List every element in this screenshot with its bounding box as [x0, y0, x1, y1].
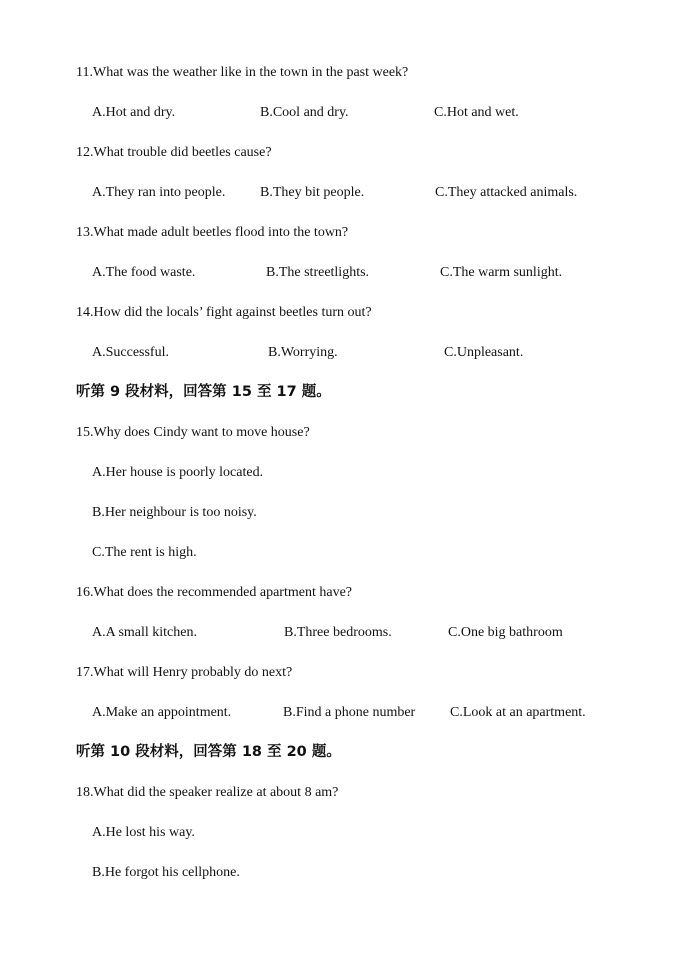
- q14-option-a: A.Successful.: [92, 345, 169, 360]
- q17-option-c: C.Look at an apartment.: [450, 705, 586, 720]
- q16-option-a: A.A small kitchen.: [92, 625, 197, 640]
- q17-option-b: B.Find a phone number: [283, 705, 416, 720]
- q13-option-a: A.The food waste.: [92, 265, 196, 280]
- question-16: 16.What does the recommended apartment have?: [76, 585, 352, 600]
- q11-option-a: A.Hot and dry.: [92, 105, 176, 120]
- q15-option-c: C.The rent is high.: [92, 545, 197, 560]
- section-heading-10: 听第 10 段材料，回答第 18 至 20 题。: [76, 744, 341, 760]
- q15-option-a: A.Her house is poorly located.: [92, 465, 264, 480]
- q16-option-c: C.One big bathroom: [448, 625, 563, 640]
- q12-option-b: B.They bit people.: [260, 185, 365, 200]
- q18-option-a: A.He lost his way.: [92, 825, 195, 840]
- q15-option-b: B.Her neighbour is too noisy.: [92, 505, 257, 520]
- q12-option-c: C.They attacked animals.: [435, 185, 578, 200]
- q14-option-b: B.Worrying.: [268, 345, 338, 360]
- q14-option-c: C.Unpleasant.: [444, 345, 524, 360]
- q13-option-b: B.The streetlights.: [266, 265, 370, 280]
- q12-option-a: A.They ran into people.: [92, 185, 226, 200]
- question-17: 17.What will Henry probably do next?: [76, 665, 293, 680]
- q11-option-b: B.Cool and dry.: [260, 105, 349, 120]
- q18-option-b: B.He forgot his cellphone.: [92, 865, 240, 880]
- q13-option-c: C.The warm sunlight.: [440, 265, 563, 280]
- q11-option-c: C.Hot and wet.: [434, 105, 519, 120]
- question-15: 15.Why does Cindy want to move house?: [76, 425, 310, 440]
- q16-option-b: B.Three bedrooms.: [284, 625, 392, 640]
- question-12: 12.What trouble did beetles cause?: [76, 145, 272, 160]
- q17-option-a: A.Make an appointment.: [92, 705, 232, 720]
- question-18: 18.What did the speaker realize at about 8 am?: [76, 785, 339, 800]
- section-heading-9: 听第 9 段材料，回答第 15 至 17 题。: [76, 384, 331, 400]
- question-14: 14.How did the locals’ fight against beetles turn out?: [76, 305, 372, 320]
- question-13: 13.What made adult beetles flood into the town?: [76, 225, 349, 240]
- question-11: 11.What was the weather like in the town in the past week?: [76, 65, 409, 80]
